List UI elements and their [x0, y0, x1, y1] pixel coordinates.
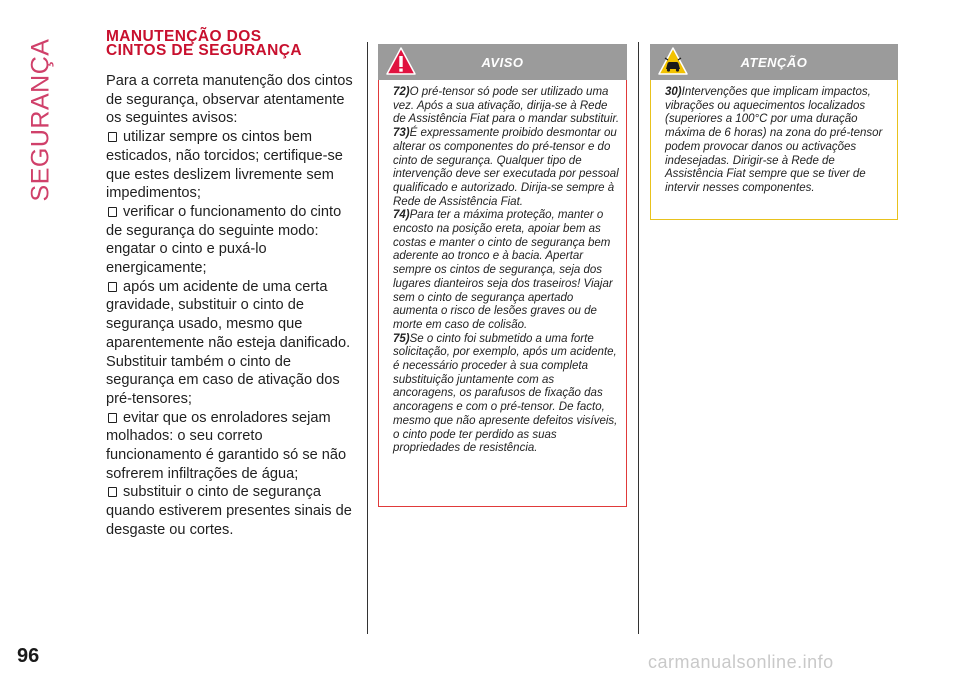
list-item-text: após um acidente de uma certa gravidade, substituir o cinto de segurança usado, mesmo que aparentemente não esteja danificado. Substituir também o cinto de segurança em caso de ativação dos pré-tensores;	[106, 278, 351, 407]
aviso-item	[393, 127, 620, 209]
aviso-item	[393, 333, 620, 456]
main-column	[106, 30, 358, 540]
aviso-header	[378, 44, 627, 80]
note-number: 72)	[393, 86, 410, 98]
note-text: Para ter a máxima proteção, manter o encosto na posição ereta, apoiar bem as costas e manter o cinto de segurança bem aderente ao tronco e à bacia. Apertar sempre os cintos de segurança, seja dos lugares dianteiros seja dos traseiros! Viajar sem o cinto de segurança apertado aumenta o risco de lesões graves ou de morte em caso de colisão.	[393, 209, 613, 331]
column-divider	[367, 42, 368, 634]
aviso-title: AVISO	[481, 55, 524, 70]
aviso-content	[378, 80, 627, 507]
list-item	[106, 483, 358, 539]
aviso-box	[378, 44, 627, 507]
title-line-2: CINTOS DE SEGURANÇA	[106, 42, 302, 59]
checkbox-bullet-icon	[108, 282, 117, 292]
page-title	[106, 30, 358, 58]
list-item	[106, 128, 358, 203]
atencao-box	[650, 44, 898, 220]
note-number: 74)	[393, 209, 410, 222]
note-text: O pré-tensor só pode ser utilizado uma vez. Após a sua ativação, dirija-se à Rede de Assistência Fiat para o mandar substituir.	[393, 86, 620, 126]
list-item	[106, 409, 358, 484]
checkbox-bullet-icon	[108, 132, 117, 142]
intro-paragraph: Para a correta manutenção dos cintos de segurança, observar atentamente os seguintes avisos:	[106, 73, 353, 127]
checkbox-bullet-icon	[108, 487, 117, 497]
aviso-item	[393, 86, 620, 127]
body-text	[106, 72, 358, 540]
note-text: Intervenções que implicam impactos, vibrações ou aquecimentos localizados (superiores a 100°C por uma duração máxima de 6 horas) na zona do pré-tensor podem provocar danos ou activações indesejadas. Dirigir-se à Rede de Assistência Fiat sempre que se tiver de intervir nesses componentes.	[665, 86, 883, 194]
page-number: 96	[17, 645, 40, 667]
list-item-text: substituir o cinto de segurança quando estiverem presentes sinais de desgaste ou cortes.	[106, 484, 352, 538]
atencao-header	[650, 44, 898, 80]
list-item-text: verificar o funcionamento do cinto de segurança do seguinte modo: engatar o cinto e puxá-lo energicamente;	[106, 203, 342, 277]
checkbox-bullet-icon	[108, 207, 117, 217]
list-item-text: evitar que os enroladores sejam molhados: o seu correto funcionamento é garantido só se não sofrerem infiltrações de água;	[106, 409, 347, 482]
title-line-1: MANUTENÇÃO DOS	[106, 28, 262, 45]
list-item	[106, 203, 358, 278]
watermark: carmanualsonline.info	[648, 652, 834, 672]
note-text: É expressamente proibido desmontar ou alterar os componentes do pré-tensor e do cinto de segurança. Qualquer tipo de intervenção deve ser executada por pessoal qualificado e autorizado. Dirija-se sempre à Rede de Assistência Fiat.	[393, 127, 619, 208]
atencao-title: ATENÇÃO	[740, 55, 808, 70]
atencao-item	[665, 86, 891, 196]
list-item-text: utilizar sempre os cintos bem esticados, não torcidos; certifique-se que estes deslizem livremente sem impedimentos;	[106, 129, 343, 202]
note-number: 73)	[393, 127, 410, 140]
aviso-item	[393, 209, 620, 332]
note-text: Se o cinto foi submetido a uma forte solicitação, por exemplo, após um acidente, é necessário proceder à sua completa substituição juntamente com as ancoragens, os parafusos de fixação das ancoragens e com o pré-tensor. De facto, mesmo que não apresente defeitos visíveis, o cinto pode ter perdido as suas propriedades de resistência.	[393, 332, 618, 455]
section-label-text: SEGURANÇA	[26, 38, 55, 202]
note-number: 75)	[393, 332, 410, 345]
section-label	[16, 30, 66, 210]
list-item	[106, 278, 358, 409]
column-divider	[638, 42, 639, 634]
checkbox-bullet-icon	[108, 413, 117, 423]
atencao-content	[650, 80, 898, 220]
note-number: 30)	[665, 86, 682, 98]
